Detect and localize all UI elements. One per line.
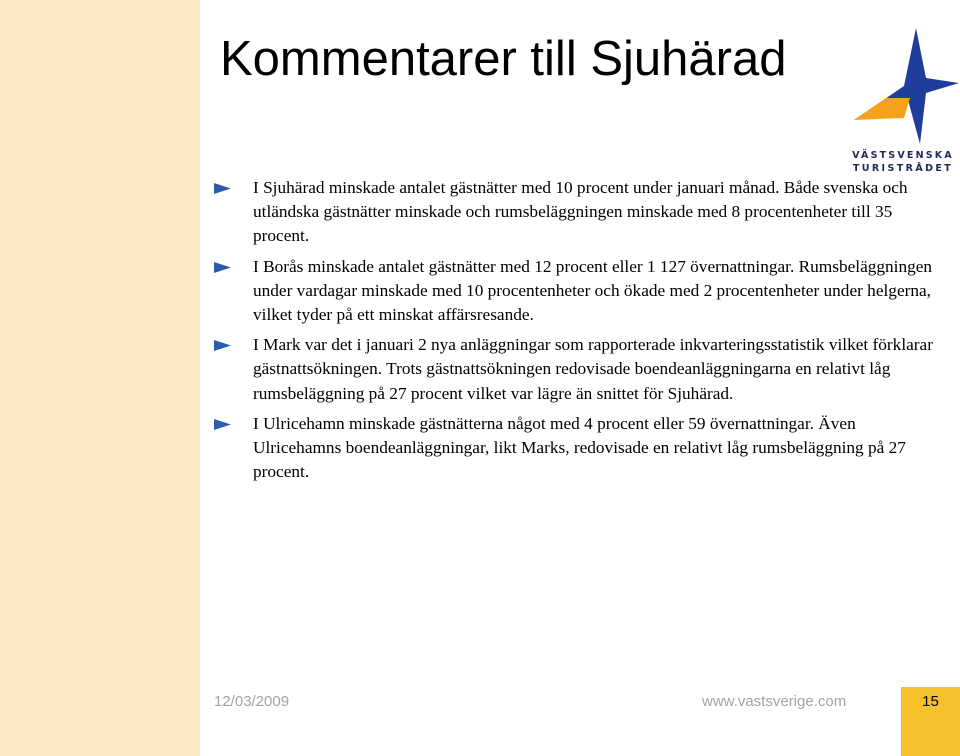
- triangle-arrow-icon: [214, 340, 231, 351]
- bullet-list: [214, 176, 944, 490]
- logo-text-line1: VÄSTSVENSKA: [852, 150, 954, 161]
- triangle-arrow-icon: [214, 419, 231, 430]
- star-logo-icon: [846, 26, 960, 148]
- bullet-item: [214, 255, 944, 328]
- page-number: 15: [922, 693, 939, 710]
- bullet-item: [214, 333, 944, 406]
- bullet-text: I Borås minskade antalet gästnätter med 12 procent eller 1 127 övernattningar. Rumsbeläggningen under vardagar minskade med 10 procentenheter och ökade med 2 procentenheter under helgerna, vilket tyder på ett minskat affärsresande.: [253, 256, 933, 325]
- left-accent-bar: [0, 0, 200, 756]
- bullet-text: I Sjuhärad minskade antalet gästnätter med 10 procent under januari månad. Både svenska och utländska gästnätter minskade och rumsbeläggningen minskade med 8 procentenheter till 35 procent.: [253, 178, 908, 246]
- bullet-item: [214, 412, 944, 485]
- bullet-text: I Ulricehamn minskade gästnätterna något med 4 procent eller 59 övernattningar. Även Ulricehamns boendeanläggningar, likt Marks, redovisade en relativt låg rumsbeläggning på 27 procent.: [253, 413, 906, 482]
- slide-title: Kommentarer till Sjuhärad: [220, 32, 787, 86]
- logo-orange-shape: [854, 98, 910, 120]
- vastsvenska-turistradet-logo: [846, 26, 960, 176]
- footer-url[interactable]: www.vastsverige.com: [702, 693, 847, 710]
- page-number-box: [901, 687, 960, 756]
- logo-blue-star-shape: [854, 28, 959, 144]
- logo-text-line2: TURISTRÅDET: [852, 163, 954, 174]
- bullet-item: [214, 176, 944, 249]
- triangle-arrow-icon: [214, 183, 231, 194]
- footer-date: 12/03/2009: [214, 693, 290, 710]
- bullet-text: I Mark var det i januari 2 nya anläggningar som rapporterade inkvarteringsstatistik vilket förklarar gästnattsökningen. Trots gästnattsökningen redovisade boendeanläggningarna en relativt låg rumsbeläggning på 27 procent vilket var lägre än snittet för Sjuhärad.: [253, 335, 933, 403]
- triangle-arrow-icon: [214, 262, 231, 273]
